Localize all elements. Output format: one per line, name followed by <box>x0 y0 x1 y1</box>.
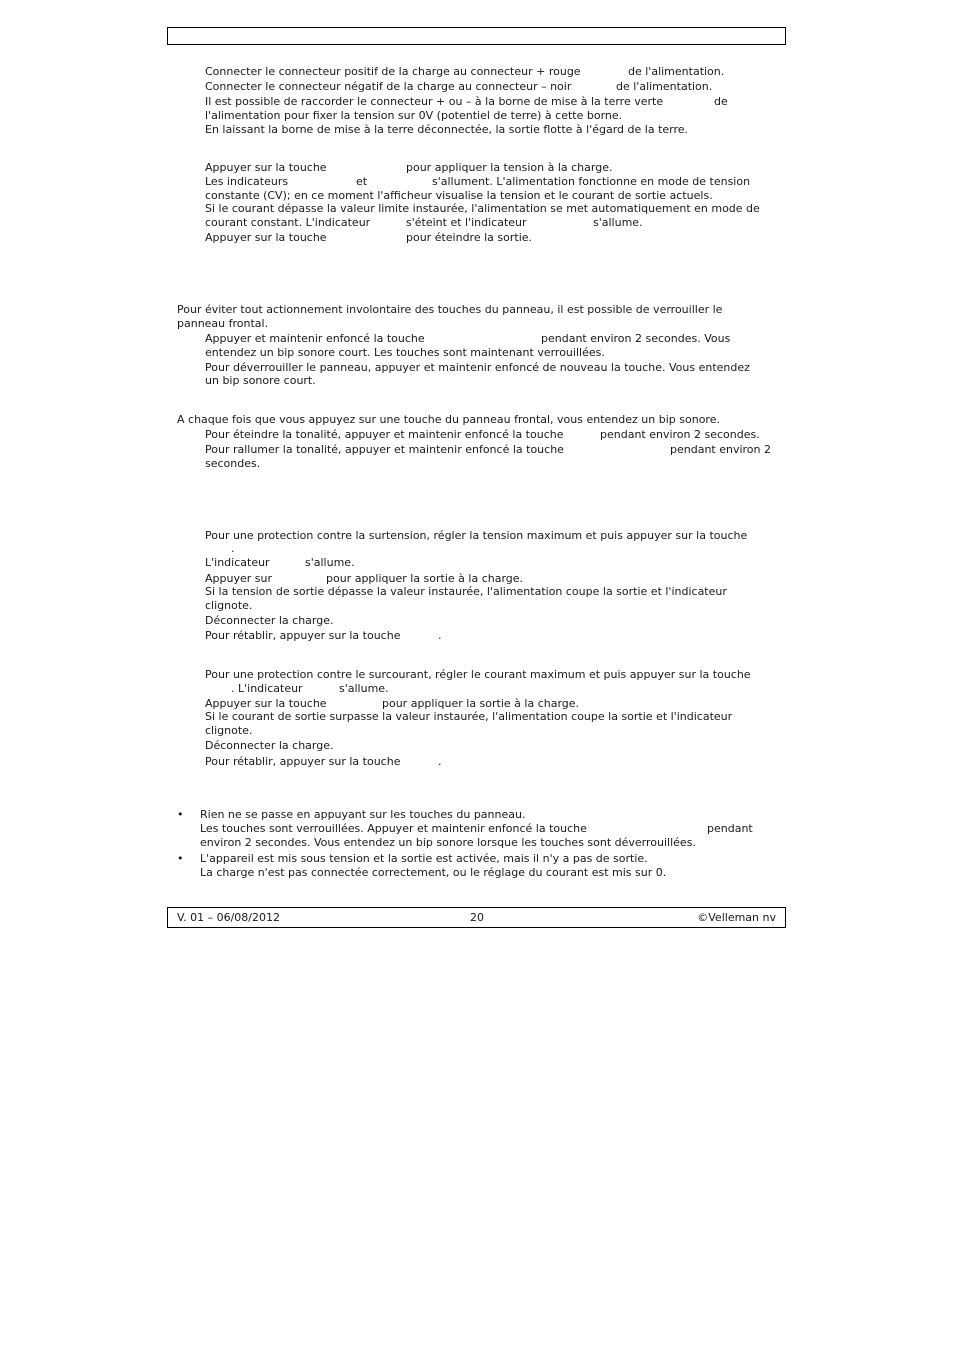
output-line-1: Appuyer sur la touche <box>205 161 327 174</box>
lock-intro-1: Pour éviter tout actionnement involontaire des touches du panneau, il est possible de verrouiller le <box>177 303 723 316</box>
connection-line-3: Il est possible de raccorder le connecteur + ou – à la borne de mise à la terre verte <box>205 95 664 108</box>
output-line-1b: pour appliquer la tension à la charge. <box>406 161 613 174</box>
output-line-6b: pour éteindre la sortie. <box>406 231 533 244</box>
output-line-2b: et <box>356 175 368 188</box>
ts1-line-3: environ 2 secondes. Vous entendez un bip sonore lorsque les touches sont déverrouillées. <box>200 836 696 849</box>
beep-line-1: Pour éteindre la tonalité, appuyer et maintenir enfoncé la touche <box>205 428 564 441</box>
connection-line-4: l'alimentation pour fixer la tension sur 0V (potentiel de terre) à cette borne. <box>205 109 623 122</box>
ocp-line-2: . L'indicateur <box>231 682 303 695</box>
lock-line-1: Appuyer et maintenir enfoncé la touche <box>205 332 425 345</box>
ocp-line-4: Si le courant de sortie surpasse la valeur instaurée, l'alimentation coupe la sortie et l'indicateur <box>205 710 733 723</box>
ts2-line-2: La charge n'est pas connectée correctement, ou le réglage du courant est mis sur 0. <box>200 866 667 879</box>
lock-line-4: un bip sonore court. <box>205 374 316 387</box>
ts1-line-1: Rien ne se passe en appuyant sur les touches du panneau. <box>200 808 526 821</box>
connection-line-2b: de l'alimentation. <box>616 80 713 93</box>
ovp-line-6: clignote. <box>205 599 253 612</box>
ovp-line-5: Si la tension de sortie dépasse la valeur instaurée, l'alimentation coupe la sortie et l'indicateur <box>205 585 727 598</box>
output-line-5b: s'éteint et l'indicateur <box>406 216 527 229</box>
beep-line-2: Pour rallumer la tonalité, appuyer et maintenir enfoncé la touche <box>205 443 564 456</box>
beep-line-3: secondes. <box>205 457 261 470</box>
footer-page-number: 20 <box>470 911 484 924</box>
ocp-line-1: Pour une protection contre le surcourant, régler le courant maximum et puis appuyer sur la touche <box>205 668 751 681</box>
ocp-line-7: Pour rétablir, appuyer sur la touche <box>205 755 401 768</box>
footer-version: V. 01 – 06/08/2012 <box>177 911 280 924</box>
ovp-line-8b: . <box>438 629 442 642</box>
ovp-line-4: Appuyer sur <box>205 572 272 585</box>
output-line-4: Si le courant dépasse la valeur limite instaurée, l'alimentation se met automatiquement en mode de <box>205 202 760 215</box>
connection-line-5: En laissant la borne de mise à la terre déconnectée, la sortie flotte à l'égard de la terre. <box>205 123 689 136</box>
page-footer <box>167 907 786 928</box>
output-line-2: Les indicateurs <box>205 175 289 188</box>
ts1-line-2b: pendant <box>707 822 753 835</box>
ovp-line-8: Pour rétablir, appuyer sur la touche <box>205 629 401 642</box>
output-line-5: courant constant. L'indicateur <box>205 216 371 229</box>
lock-line-3: Pour déverrouiller le panneau, appuyer et maintenir enfoncé de nouveau la touche. Vous entendez <box>205 361 750 374</box>
beep-line-2b: pendant environ 2 <box>670 443 772 456</box>
ovp-line-2: . <box>231 542 235 555</box>
ovp-line-3b: s'allume. <box>305 556 355 569</box>
lock-line-1b: pendant environ 2 secondes. Vous <box>541 332 731 345</box>
ocp-line-2b: s'allume. <box>339 682 389 695</box>
bullet-2: • <box>177 852 184 865</box>
ts2-line-1: L'appareil est mis sous tension et la sortie est activée, mais il n'y a pas de sortie. <box>200 852 648 865</box>
connection-line-2: Connecter le connecteur négatif de la charge au connecteur – noir <box>205 80 572 93</box>
ovp-line-4b: pour appliquer la sortie à la charge. <box>326 572 524 585</box>
page-header-box <box>167 27 786 45</box>
ocp-line-3: Appuyer sur la touche <box>205 697 327 710</box>
ocp-line-6: Déconnecter la charge. <box>205 739 334 752</box>
ocp-line-7b: . <box>438 755 442 768</box>
beep-intro: A chaque fois que vous appuyez sur une touche du panneau frontal, vous entendez un bip sonore. <box>177 413 720 426</box>
ocp-line-5: clignote. <box>205 724 253 737</box>
ovp-line-7: Déconnecter la charge. <box>205 614 334 627</box>
ts1-line-2: Les touches sont verrouillées. Appuyer et maintenir enfoncé la touche <box>200 822 587 835</box>
lock-line-2: entendez un bip sonore court. Les touches sont maintenant verrouillées. <box>205 346 605 359</box>
ovp-line-3: L'indicateur <box>205 556 270 569</box>
connection-line-3b: de <box>714 95 728 108</box>
beep-line-1b: pendant environ 2 secondes. <box>600 428 760 441</box>
output-line-2c: s'allument. L'alimentation fonctionne en mode de tension <box>432 175 751 188</box>
ocp-line-3b: pour appliquer la sortie à la charge. <box>382 697 580 710</box>
connection-line-1: Connecter le connecteur positif de la charge au connecteur + rouge <box>205 65 581 78</box>
output-line-3: constante (CV); en ce moment l'afficheur visualise la tension et le courant de sortie actuels. <box>205 189 713 202</box>
output-line-5c: s'allume. <box>593 216 643 229</box>
ovp-line-1: Pour une protection contre la surtension, régler la tension maximum et puis appuyer sur la touche <box>205 529 748 542</box>
bullet-1: • <box>177 808 184 821</box>
output-line-6: Appuyer sur la touche <box>205 231 327 244</box>
lock-intro-2: panneau frontal. <box>177 317 269 330</box>
connection-line-1b: de l'alimentation. <box>628 65 725 78</box>
footer-copyright: ©Velleman nv <box>697 911 776 924</box>
